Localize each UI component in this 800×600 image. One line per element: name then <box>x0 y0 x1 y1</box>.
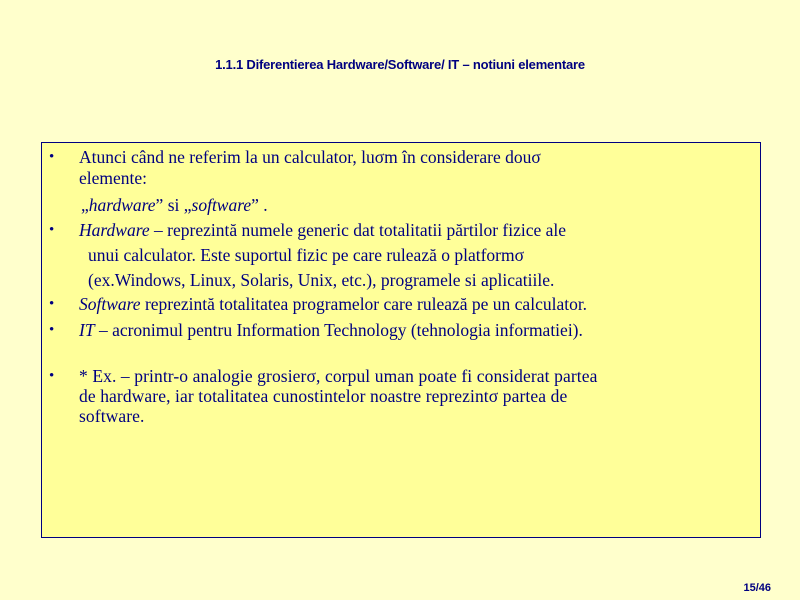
bullet-1-line-3 <box>79 195 746 216</box>
spacer <box>42 341 760 366</box>
bullet-icon: • <box>49 368 55 384</box>
bullet-list <box>42 147 760 426</box>
bullet-3-line-1 <box>79 294 746 315</box>
term-software-def: Software <box>79 294 141 314</box>
quote-open: „ <box>81 195 89 215</box>
quote-mid: ” si „ <box>155 195 192 215</box>
bullet-5-line-2: de hardware, iar totalitatea cunostintelor noastre reprezintσ partea de <box>79 386 568 406</box>
quote-end: ” . <box>251 195 268 215</box>
bullet-2-line-3: (ex.Windows, Linux, Solaris, Unix, etc.), programele si aplicatiile. <box>88 270 555 290</box>
bullet-icon: • <box>49 149 55 165</box>
bullet-5-line-3: software. <box>79 406 145 426</box>
bullet-5-line-1: * Ex. – printr-o analogie grosierσ, corpul uman poate fi considerat partea <box>79 366 598 386</box>
bullet-1-line-2: elemente: <box>79 168 148 188</box>
list-item <box>42 366 760 426</box>
bullet-4-line-1 <box>79 320 746 341</box>
term-hardware: hardware <box>88 195 156 215</box>
it-def-text: – acronimul pentru Information Technology (tehnologia informatiei). <box>94 320 583 340</box>
software-def-text: reprezintă totalitatea programelor care rulează pe un calculator. <box>140 294 588 314</box>
term-it: IT <box>79 320 95 340</box>
list-item <box>42 220 760 291</box>
hardware-def-text: – reprezintă numele generic dat totalitatii părtilor fizice ale <box>149 220 567 240</box>
list-item <box>42 320 760 341</box>
bullet-icon: • <box>49 296 55 312</box>
bullet-icon: • <box>49 222 55 238</box>
content-box <box>41 142 761 538</box>
bullet-2-line-2: unui calculator. Este suportul fizic pe care rulează o platformσ <box>88 245 525 265</box>
list-item <box>42 147 760 216</box>
term-hardware-def: Hardware <box>79 220 150 240</box>
bullet-1-line-1: Atunci când ne referim la un calculator, luσm în considerare douσ <box>79 147 541 167</box>
term-software: software <box>191 195 252 215</box>
list-item <box>42 294 760 315</box>
bullet-2-line-1 <box>79 220 746 241</box>
page-number: 15/46 <box>743 582 771 594</box>
slide-title: 1.1.1 Diferentierea Hardware/Software/ IT – notiuni elementare <box>215 57 585 72</box>
bullet-icon: • <box>49 322 55 338</box>
